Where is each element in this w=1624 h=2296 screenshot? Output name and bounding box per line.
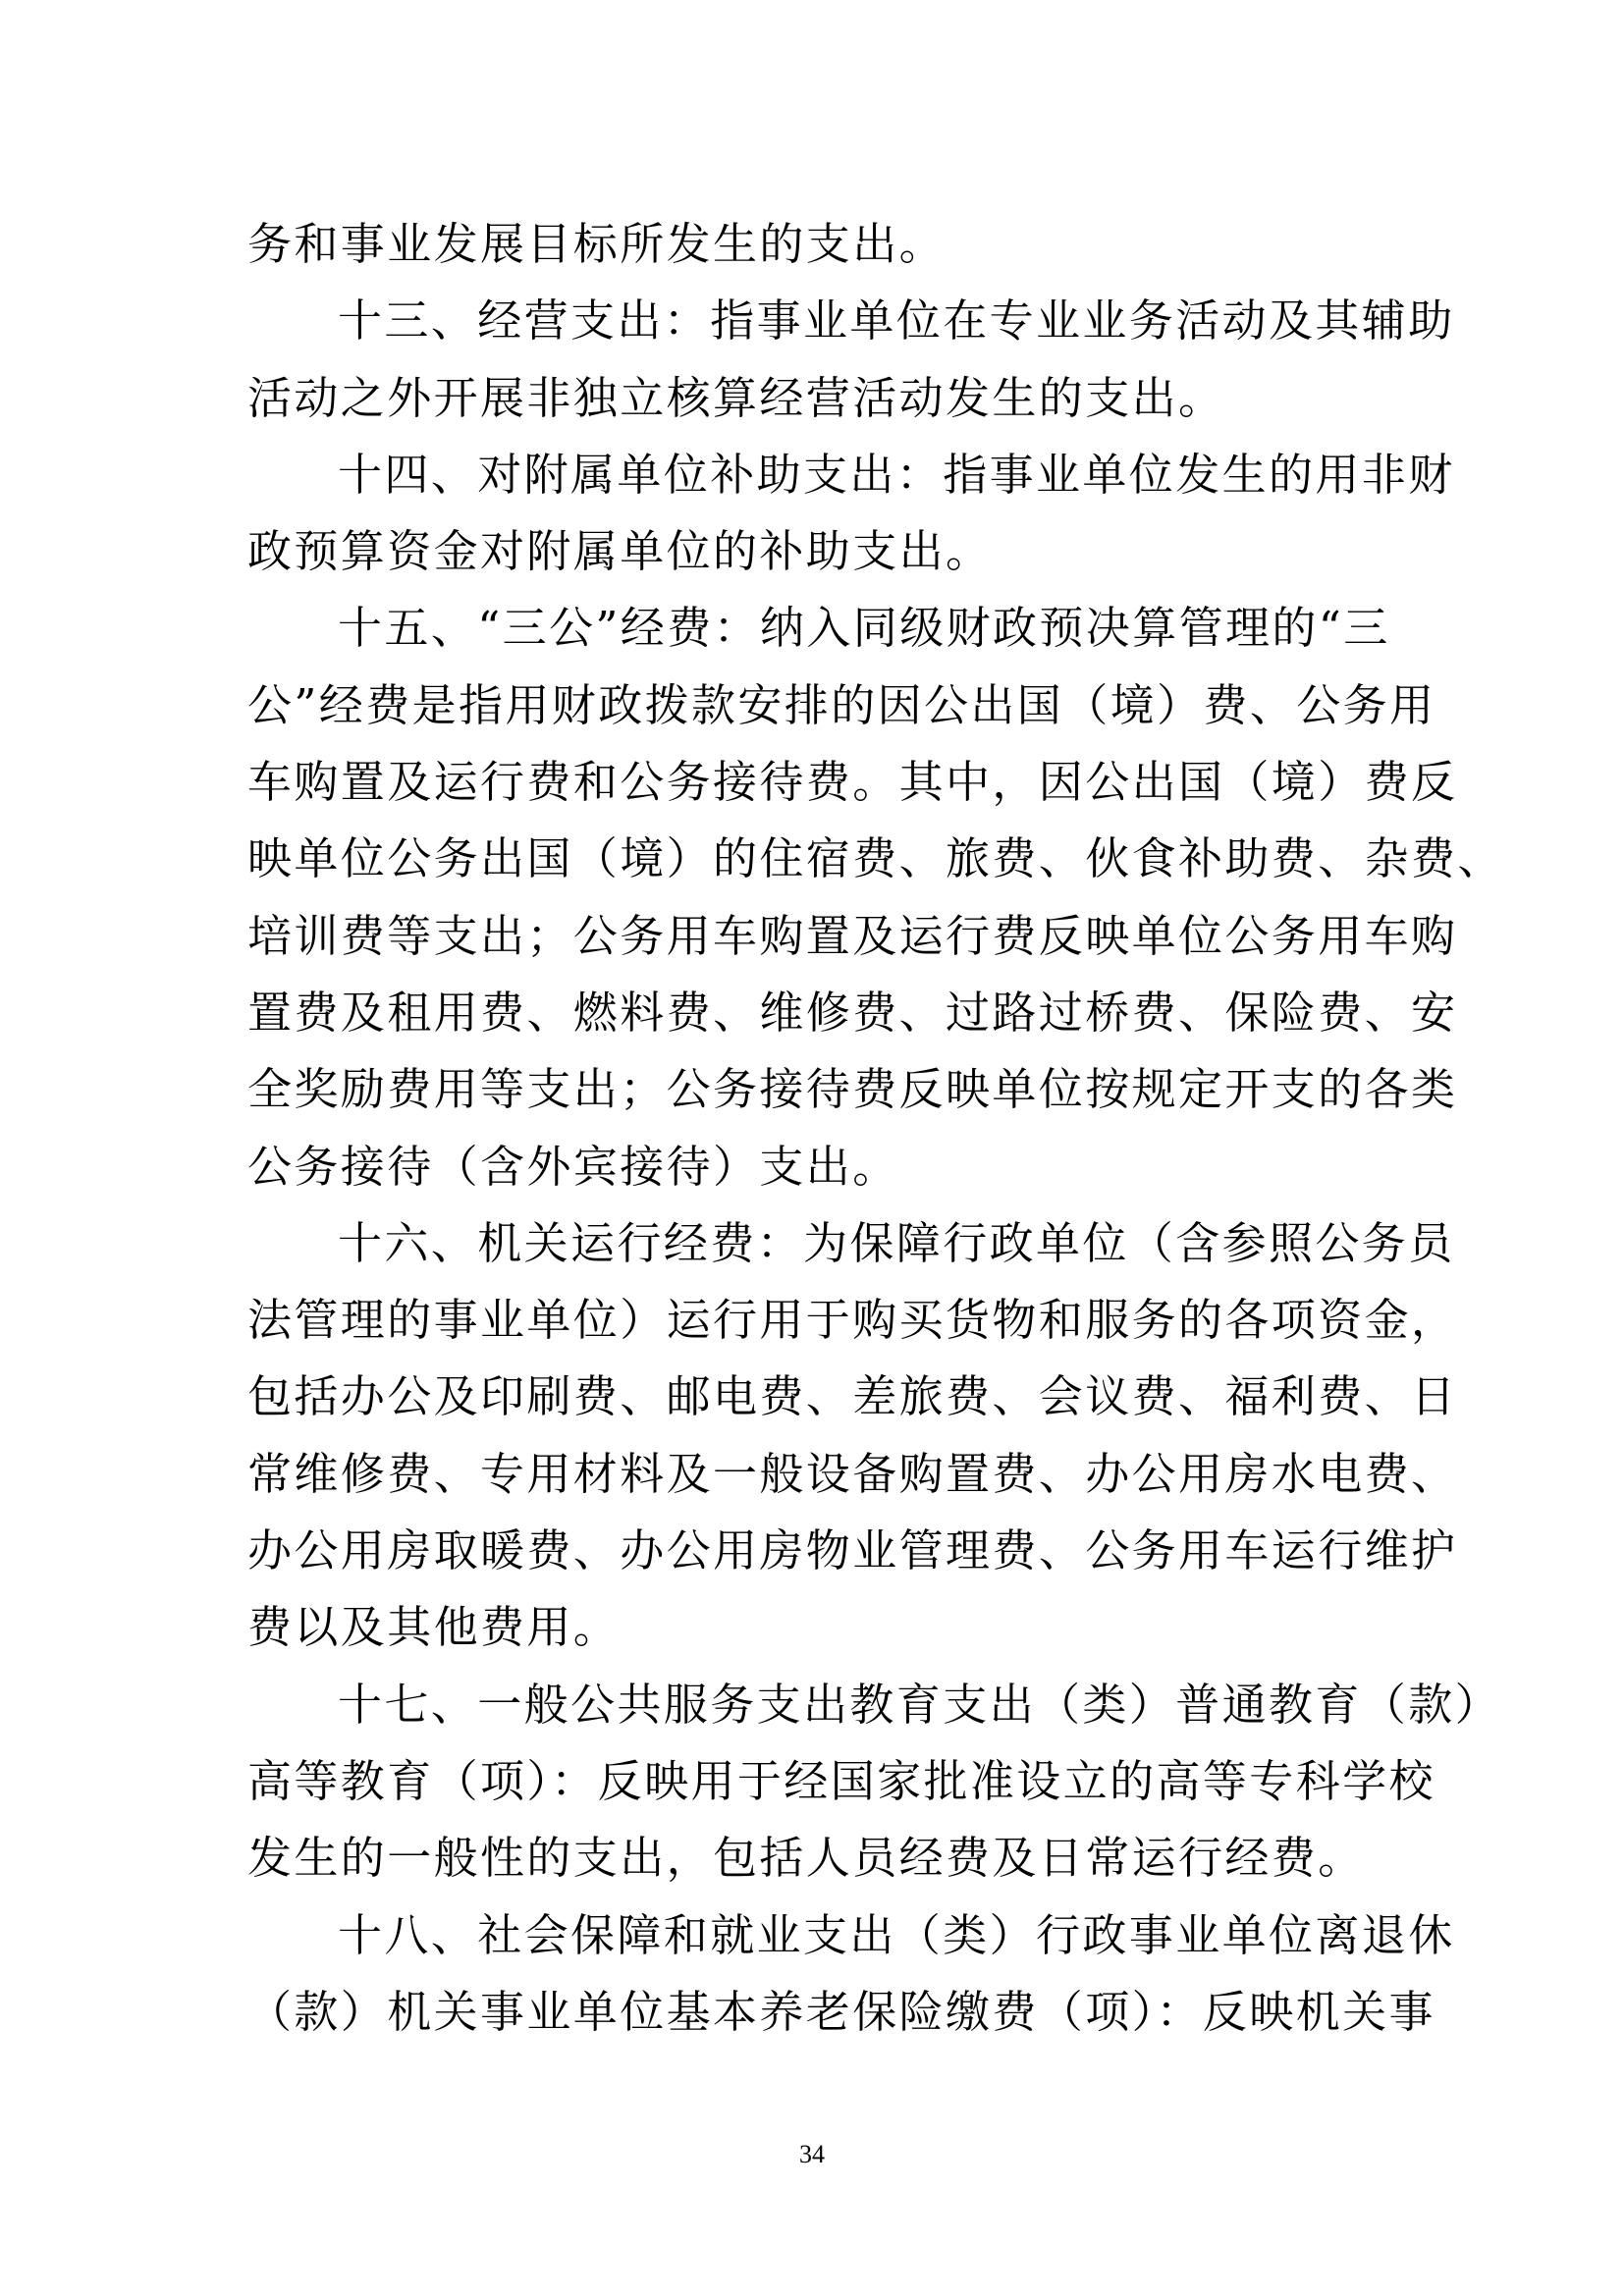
text-line: 培训费等支出；公务用车购置及运行费反映单位公务用车购 bbox=[247, 909, 1458, 962]
text-line: 全奖励费用等支出；公务接待费反映单位按规定开支的各类 bbox=[247, 1063, 1458, 1116]
text-line: 常维修费、专用材料及一般设备购置费、办公用房水电费、 bbox=[247, 1447, 1458, 1500]
text-line: （款）机关事业单位基本养老保险缴费（项）：反映机关事 bbox=[247, 1985, 1435, 2038]
text-line: 车购置及运行费和公务接待费。其中，因公出国（境）费反 bbox=[247, 756, 1458, 809]
body-text bbox=[247, 206, 1504, 2051]
text-line: 政预算资金对附属单位的补助支出。 bbox=[247, 525, 993, 578]
text-line: 包括办公及印刷费、邮电费、差旅费、会议费、福利费、日 bbox=[247, 1370, 1458, 1423]
text-line: 十五、“三公”经费：纳入同级财政预决算管理的“三 bbox=[338, 602, 1390, 655]
page-number: 34 bbox=[799, 2140, 825, 2168]
text-line: 十六、机关运行经费：为保障行政单位（含参照公务员 bbox=[338, 1216, 1455, 1269]
text-line: 法管理的事业单位）运行用于购买货物和服务的各项资金， bbox=[247, 1294, 1458, 1347]
text-line: 发生的一般性的支出，包括人员经费及日常运行经费。 bbox=[247, 1832, 1365, 1885]
text-line: 置费及租用费、燃料费、维修费、过路过桥费、保险费、安 bbox=[247, 986, 1458, 1039]
text-line: 活动之外开展非独立核算经营活动发生的支出。 bbox=[247, 371, 1225, 424]
text-line: 务和事业发展目标所发生的支出。 bbox=[247, 218, 947, 270]
text-line: 高等教育（项）：反映用于经国家批准设立的高等专科学校 bbox=[247, 1754, 1435, 1807]
text-line: 公”经费是指用财政拨款安排的因公出国（境）费、公务用 bbox=[247, 678, 1436, 731]
text-line: 办公用房取暖费、办公用房物业管理费、公务用车运行维护 bbox=[247, 1524, 1458, 1577]
text-line: 映单位公务出国（境）的住宿费、旅费、伙食补助费、杂费、 bbox=[247, 832, 1504, 885]
text-line: 十七、一般公共服务支出教育支出（类）普通教育（款） bbox=[338, 1678, 1502, 1731]
text-line: 十四、对附属单位补助支出：指事业单位发生的用非财 bbox=[338, 448, 1455, 501]
text-line: 公务接待（含外宾接待）支出。 bbox=[247, 1140, 899, 1193]
text-line: 费以及其他费用。 bbox=[247, 1601, 621, 1654]
text-line: 十三、经营支出：指事业单位在专业业务活动及其辅助 bbox=[338, 294, 1455, 347]
text-line: 十八、社会保障和就业支出（类）行政事业单位离退休 bbox=[338, 1908, 1455, 1961]
